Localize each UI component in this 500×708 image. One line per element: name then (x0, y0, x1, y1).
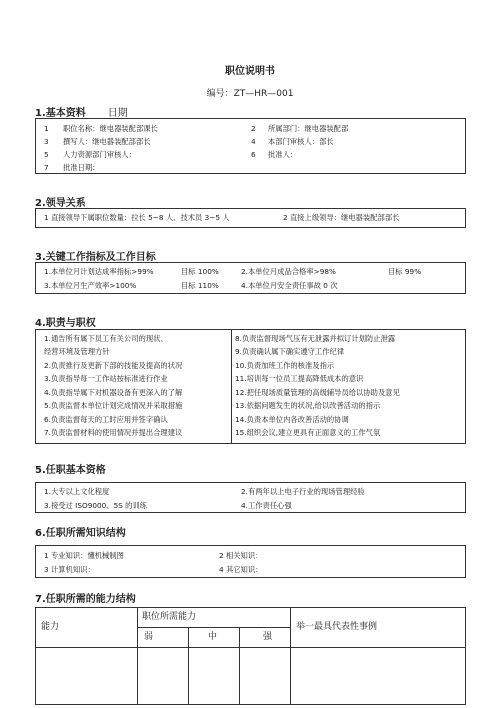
duty-item: 10.负责加班工作的核准及指示 (235, 361, 335, 370)
duty-item: 11.培训每一位员工提高降低成本的意识 (235, 374, 364, 383)
leadership-box (35, 208, 466, 228)
duty-item: 经营环境及管理方针 (44, 347, 110, 356)
ability-table-body (35, 647, 466, 705)
ability-row-divider (137, 627, 290, 628)
kpi-item: 3.本单位月生产效率>100% (44, 281, 137, 290)
section-1-title: 1.基本资料 (35, 108, 86, 119)
author: 撰写人：继电器装配部部长 (63, 137, 151, 146)
ability-table (35, 607, 466, 648)
section-2-heading: 2.领导关系 (35, 198, 86, 209)
basic-info-num: 6 (251, 150, 256, 159)
duty-item: 7.负责监督材料的使用情况并提出合理建议 (44, 428, 183, 437)
qualification-item: 2.有两年以上电子行业的现场管理经验 (241, 487, 365, 496)
document-title: 职位说明书 (225, 66, 275, 77)
direct-superior: 2 直接上级领导：继电器装配部部长 (283, 213, 400, 222)
level-medium: 中 (208, 632, 218, 642)
duty-item: 5.负责监督本单位计划完成情况并采取措施 (44, 401, 183, 410)
ability-subcol-divider (239, 647, 240, 705)
section-3-heading: 3.关键工作指标及工作目标 (35, 252, 156, 263)
kpi-target: 目标 99% (388, 267, 422, 276)
knowledge-item: 3 计算机知识： (44, 565, 95, 574)
level-strong: 强 (263, 632, 273, 642)
column-divider (231, 330, 232, 443)
duty-item: 8.负责监督现场气压有无泄露并拟订计划防止泄露 (235, 334, 396, 343)
duty-item: 6.负责监督每天的工时应用并签字确认 (44, 415, 168, 424)
kpi-box (35, 262, 466, 294)
approval-date: 批准日期： (63, 163, 100, 172)
hr-reviewer: 人力资源部门审核人： (63, 150, 136, 159)
ability-col-divider (290, 608, 291, 647)
kpi-item: 2.本单位月成品合格率>98% (241, 267, 336, 276)
duty-item: 3.负责指导每一工作站按标准进行作业 (44, 374, 168, 383)
basic-info-num: 3 (44, 137, 49, 146)
example-header: 举一最具代表性事例 (296, 622, 378, 632)
duty-item: 14.负责本单位内各改善活动的协调 (235, 415, 349, 424)
section-6-heading: 6.任职所需知识结构 (35, 528, 126, 539)
kpi-target: 目标 100% (181, 267, 219, 276)
knowledge-box (35, 545, 466, 578)
position-name: 职位名称：继电器装配部课长 (63, 124, 158, 133)
duty-item: 13.依据问题发生的状况,给以改善活动的指示 (235, 401, 381, 410)
duty-item: 2.负责推行及更新下部的技能及提高的状况 (44, 361, 183, 370)
basic-info-num: 5 (44, 150, 49, 159)
approver: 批准人： (268, 150, 298, 159)
knowledge-item: 1 专业知识：懂机械制图 (44, 551, 124, 560)
duty-item: 15.组织会议,建立更具有正面意义的工作气氛 (235, 428, 381, 437)
qualification-item: 1.大专以上文化程度 (44, 487, 110, 496)
duty-item: 4.负责指导属下对机器设备有更深入的了解 (44, 388, 183, 397)
ability-subcol-divider (188, 627, 189, 647)
duty-item: 12.把任现场质量管理的高级辅导员给以协助及意见 (235, 388, 400, 397)
basic-info-num: 1 (44, 124, 49, 133)
basic-info-num: 2 (251, 124, 256, 133)
knowledge-item: 2 相关知识： (219, 551, 263, 560)
required-ability-header: 职位所需能力 (142, 612, 197, 622)
level-weak: 弱 (144, 632, 154, 642)
kpi-target: 目标 110% (181, 281, 219, 290)
section-1-heading (35, 104, 128, 119)
section-7-heading: 7.任职所需的能力结构 (35, 594, 136, 605)
duty-item: 1.通告所有属下员工有关公司的现状、 (44, 334, 168, 343)
basic-info-num: 7 (44, 163, 49, 172)
section-5-heading: 5.任职基本资格 (35, 465, 106, 476)
section-4-heading: 4.职责与职权 (35, 318, 96, 329)
subordinate-count: 1 直接领导下属职位数量：拉长 5~8 人、技术员 3~5 人 (44, 213, 230, 222)
qualifications-box (35, 482, 466, 513)
section-1-date-label: 日期 (107, 108, 128, 119)
duty-item: 9.负责确认属下确实遵守工作纪律 (235, 347, 345, 356)
qualification-item: 4.工作责任心强 (241, 501, 292, 510)
basic-info-num: 4 (251, 137, 256, 146)
ability-header: 能力 (41, 622, 60, 632)
knowledge-item: 4 其它知识： (219, 565, 263, 574)
kpi-item: 4.本单位月安全责任事故 0 次 (241, 281, 338, 290)
department: 所属部门：继电器装配部 (268, 124, 349, 133)
ability-col-divider (290, 647, 291, 705)
qualification-item: 3.接受过 ISO9000、5S 的训练 (44, 501, 148, 510)
kpi-item: 1.本单位月计划达成率指标>99% (44, 267, 154, 276)
dept-reviewer: 本部门审核人：部长 (268, 137, 334, 146)
basic-info-box (35, 118, 466, 174)
ability-subcol-divider (239, 627, 240, 647)
document-number: 编号：ZT—HR—001 (206, 89, 294, 99)
ability-subcol-divider (188, 647, 189, 705)
responsibilities-box (35, 329, 466, 444)
ability-col-divider (137, 647, 138, 705)
